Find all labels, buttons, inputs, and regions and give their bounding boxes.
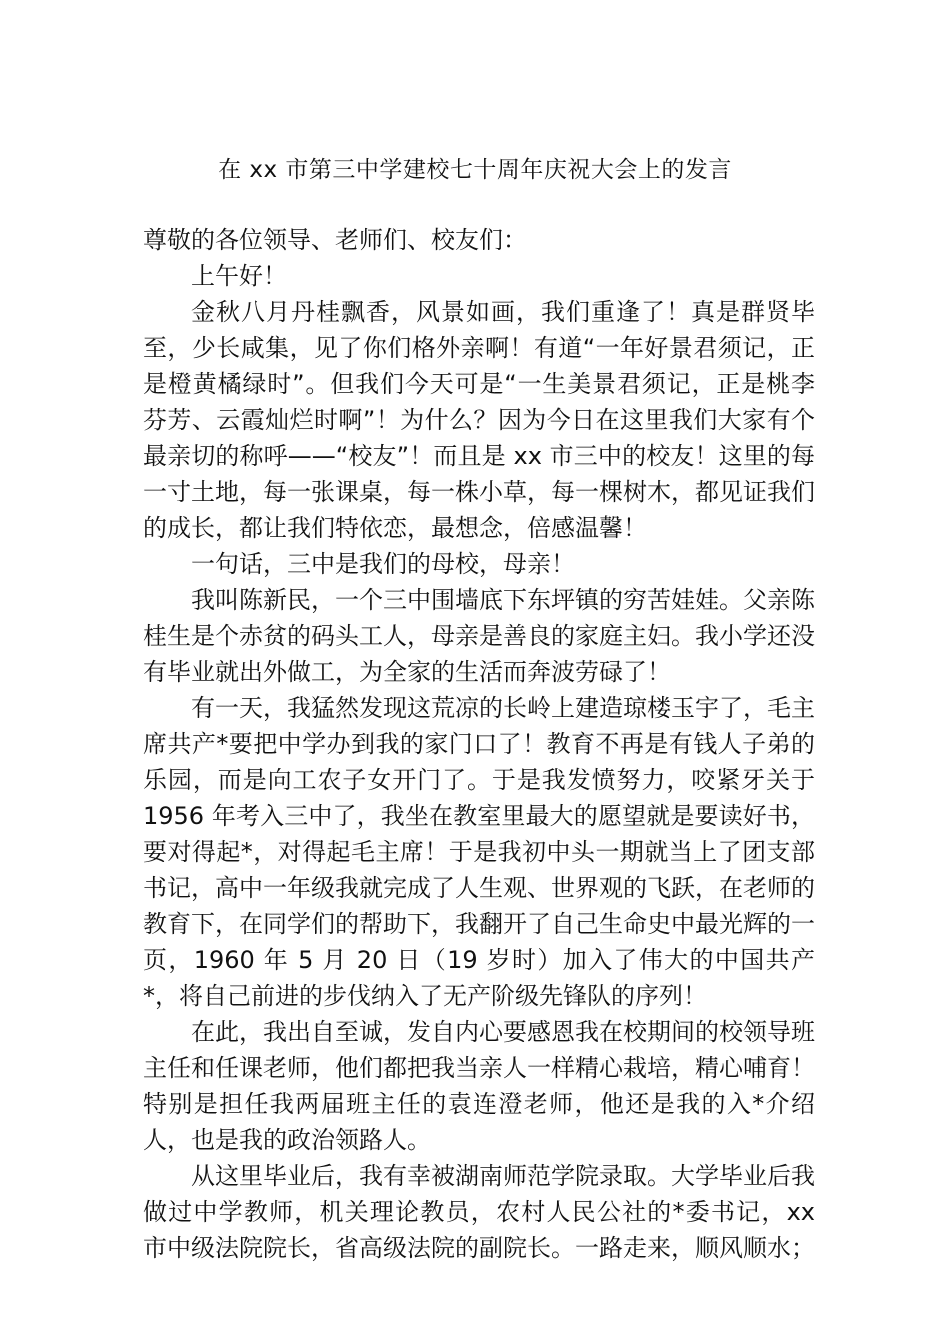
paragraph-background: 我叫陈新民，一个三中围墙底下东坪镇的穷苦娃娃。父亲陈桂生是个赤贫的码头工人，母亲是善良的家庭主妇。我小学还没有毕业就出外做工，为全家的生活而奔波劳碌了！ [143, 586, 815, 686]
paragraph-career: 从这里毕业后，我有幸被湖南师范学院录取。大学毕业后我做过中学教师，机关理论教员，农村人民公社的*委书记，xx 市中级法院院长，省高级法院的副院长。一路走来，顺风顺水； [143, 1162, 815, 1262]
paragraph-alma-mater: 一句话，三中是我们的母校，母亲！ [191, 550, 575, 578]
document-title: 在 xx 市第三中学建校七十周年庆祝大会上的发言 [218, 157, 732, 183]
paragraph-school-years: 有一天，我猛然发现这荒凉的长岭上建造琼楼玉宇了，毛主席共产*要把中学办到我的家门口了！教育不再是有钱人子弟的乐园，而是向工农子女开门了。于是我发愤努力，咬紧牙关于 1956 年考入三中了，我坐在教室里最大的愿望就是要读好书，要对得起*，对得起毛主席！于是我初中头一期就当上了团支部书记，高中一年级我就完成了人生观、世界观的飞跃，在老师的教育下，在同学们的帮助下，我翻开了自己生命史中最光辉的一页，1960 年 5 月 20 日（19 岁时）加入了伟大的中国共产*，将自己前进的步伐纳入了无产阶级先锋队的序列！ [143, 694, 815, 1010]
paragraph-greeting: 上午好！ [191, 262, 287, 290]
paragraph-reunion: 金秋八月丹桂飘香，风景如画，我们重逢了！真是群贤毕至，少长咸集，见了你们格外亲啊！有道“一年好景君须记，正是橙黄橘绿时”。但我们今天可是“一生美景君须记，正是桃李芬芳、云霞灿烂时啊”！为什么？因为今日在这里我们大家有个最亲切的称呼——“校友”！而且是 xx 市三中的校友！这里的每一寸土地，每一张课桌，每一株小草，每一棵树木，都见证我们的成长，都让我们特依恋，最想念，倍感温馨！ [143, 298, 815, 542]
salutation: 尊敬的各位领导、老师们、校友们： [143, 226, 527, 254]
document-body [143, 222, 815, 1266]
paragraph-gratitude: 在此，我出自至诚，发自内心要感恩我在校期间的校领导班主任和任课老师，他们都把我当亲人一样精心栽培，精心哺育！特别是担任我两届班主任的袁连澄老师，他还是我的入*介绍人，也是我的政治领路人。 [143, 1018, 815, 1154]
